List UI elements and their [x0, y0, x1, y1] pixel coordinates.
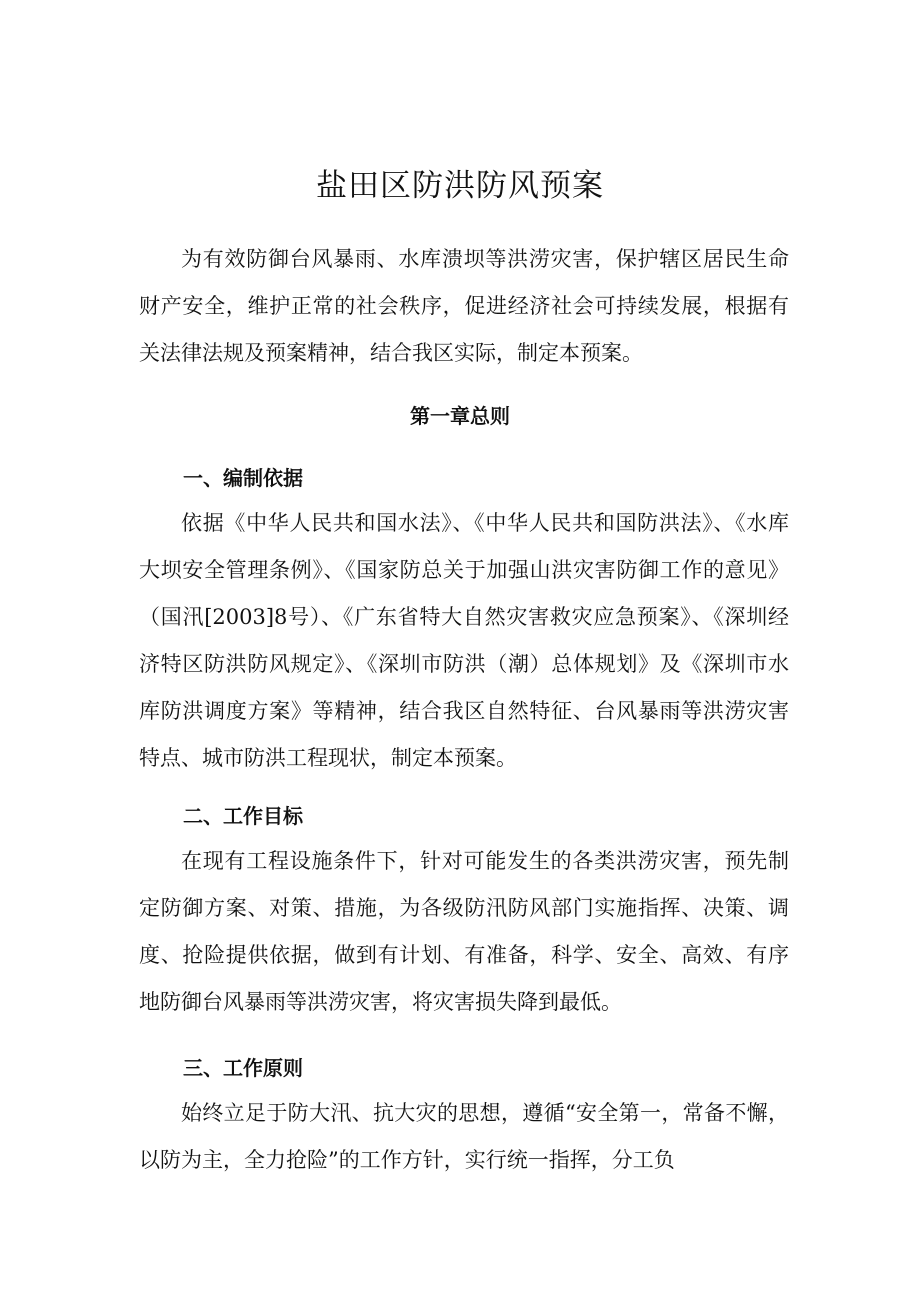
- intro-paragraph: 为有效防御台风暴雨、水库溃坝等洪涝灾害，保护辖区居民生命财产安全，维护正常的社会秩序，促进经济社会可持续发展，根据有关法律法规及预案精神，结合我区实际，制定本预案。: [139, 247, 789, 365]
- section-paragraph-basis: 依据《中华人民共和国水法》、《中华人民共和国防洪法》、《水库大坝安全管理条例》、《国家防总关于加强山洪灾害防御工作的意见》（国汛[2003]8号）、《广东省特大自然灾害救灾应急预案》、《深圳经济特区防洪防风规定》、《深圳市防洪（潮）总体规划》及《深圳市水库防洪调度方案》等精神，结合我区自然特征、台风暴雨等洪涝灾害特点、城市防洪工程现状，制定本预案。: [139, 511, 789, 770]
- section-paragraph-principles: 始终立足于防大汛、抗大灾的思想，遵循“安全第一，常备不懈，以防为主，全力抢险”的工作方针，实行统一指挥，分工负: [139, 1101, 789, 1172]
- section-paragraph-goals: 在现有工程设施条件下，针对可能发生的各类洪涝灾害，预先制定防御方案、对策、措施，为各级防汛防风部门实施指挥、决策、调度、抢险提供依据，做到有计划、有准备，科学、安全、高效、有序地防御台风暴雨等洪涝灾害，将灾害损失降到最低。: [139, 849, 789, 1014]
- section-heading-basis: 一、编制依据: [183, 466, 303, 490]
- section-heading-goals: 二、工作目标: [183, 804, 303, 828]
- chapter-heading: 第一章总则: [410, 404, 510, 428]
- section-heading-principles: 三、工作原则: [183, 1056, 303, 1080]
- document-title: 盐田区防洪防风预案: [316, 168, 604, 204]
